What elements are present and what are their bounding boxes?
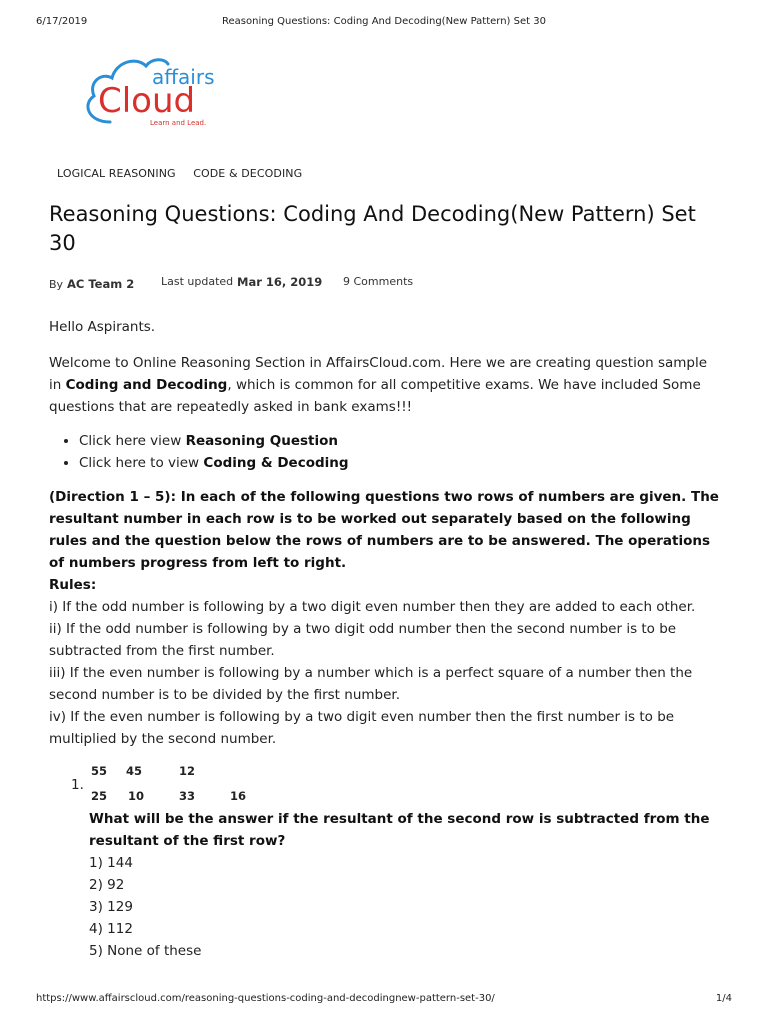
greeting: Hello Aspirants. <box>49 319 156 335</box>
print-header <box>36 16 732 30</box>
print-date: 6/17/2019 <box>36 16 88 27</box>
option-item: 1) 144 <box>89 855 133 871</box>
category-code-decoding[interactable]: CODE & DECODING <box>193 167 303 180</box>
post-title: Reasoning Questions: Coding And Decoding(New Pattern) Set 30 <box>49 202 696 255</box>
intro-bold-topic: Coding and Decoding <box>65 377 228 393</box>
author-link[interactable]: AC Team 2 <box>67 277 135 291</box>
print-url: https://www.affairscloud.com/reasoning-questions-coding-and-decodingnew-pattern-set-30/ <box>36 993 495 1004</box>
row-number: 25 <box>91 789 108 803</box>
link-list <box>49 430 721 474</box>
post-meta <box>49 274 729 294</box>
post-date: Mar 16, 2019 <box>237 275 323 289</box>
logo-word-top: affairs <box>152 65 215 89</box>
comments-link[interactable]: 9 Comments <box>343 275 414 288</box>
row-number: 10 <box>128 789 145 803</box>
logo-word-main: Cloud <box>98 81 196 121</box>
question-1-body <box>49 808 721 962</box>
question-number: 1. <box>71 777 84 793</box>
cloud-logo-icon <box>80 52 230 130</box>
rule-item: iii) If the even number is following by a number which is a perfect square of a number then the second number is to be divided by the first number. <box>49 665 693 703</box>
direction-text: (Direction 1 – 5): In each of the following questions two rows of numbers are given. The resultant number in each row is to be worked out separately based on the following rules and the question below the rows of numbers are to be answered. The operations of numbers progress from left to right. <box>49 489 719 571</box>
question-text: What will be the answer if the resultant of the second row is subtracted from the resultant of the first row? <box>89 811 710 849</box>
number-row-1 <box>91 760 195 782</box>
category-list <box>57 167 316 180</box>
number-row-2 <box>91 785 246 807</box>
page-number: 1/4 <box>715 993 732 1004</box>
option-item: 5) None of these <box>89 943 202 959</box>
row-number: 45 <box>126 764 143 778</box>
post-content <box>49 316 721 962</box>
coding-decoding-link[interactable]: Coding & Decoding <box>203 455 349 471</box>
site-logo[interactable] <box>80 52 230 130</box>
rule-item: ii) If the odd number is following by a two digit odd number then the second number is to be subtracted from the first number. <box>49 621 677 659</box>
last-updated-label: Last updated <box>161 275 234 288</box>
list-item: • Click here to view Coding & Decoding <box>79 452 721 474</box>
row-number: 55 <box>91 764 108 778</box>
logo-tagline: Learn and Lead. <box>150 119 207 127</box>
by-label: By <box>49 278 64 291</box>
list-item: • Click here view Reasoning Question <box>79 430 721 452</box>
option-item: 2) 92 <box>89 877 125 893</box>
row-number: 12 <box>179 764 196 778</box>
question-1-rows <box>49 760 721 808</box>
rules-label: Rules: <box>49 577 97 593</box>
rule-item: i) If the odd number is following by a two digit even number then they are added to each other. <box>49 599 696 615</box>
category-logical-reasoning[interactable]: LOGICAL REASONING <box>57 167 176 180</box>
print-footer <box>36 993 732 1007</box>
row-number: 16 <box>230 789 247 803</box>
row-number: 33 <box>179 789 196 803</box>
option-item: 3) 129 <box>89 899 133 915</box>
rule-item: iv) If the even number is following by a two digit even number then the first number is to be multiplied by the second number. <box>49 709 675 747</box>
print-page-title: Reasoning Questions: Coding And Decoding(New Pattern) Set 30 <box>222 16 546 27</box>
option-item: 4) 112 <box>89 921 133 937</box>
intro-paragraph: Welcome to Online Reasoning Section in AffairsCloud.com. Here we are creating question sample in Coding and Decoding, which is common for all competitive exams. We have included Some questions that are repeatedly asked in bank exams!!! <box>49 355 708 415</box>
reasoning-question-link[interactable]: Reasoning Question <box>185 433 338 449</box>
